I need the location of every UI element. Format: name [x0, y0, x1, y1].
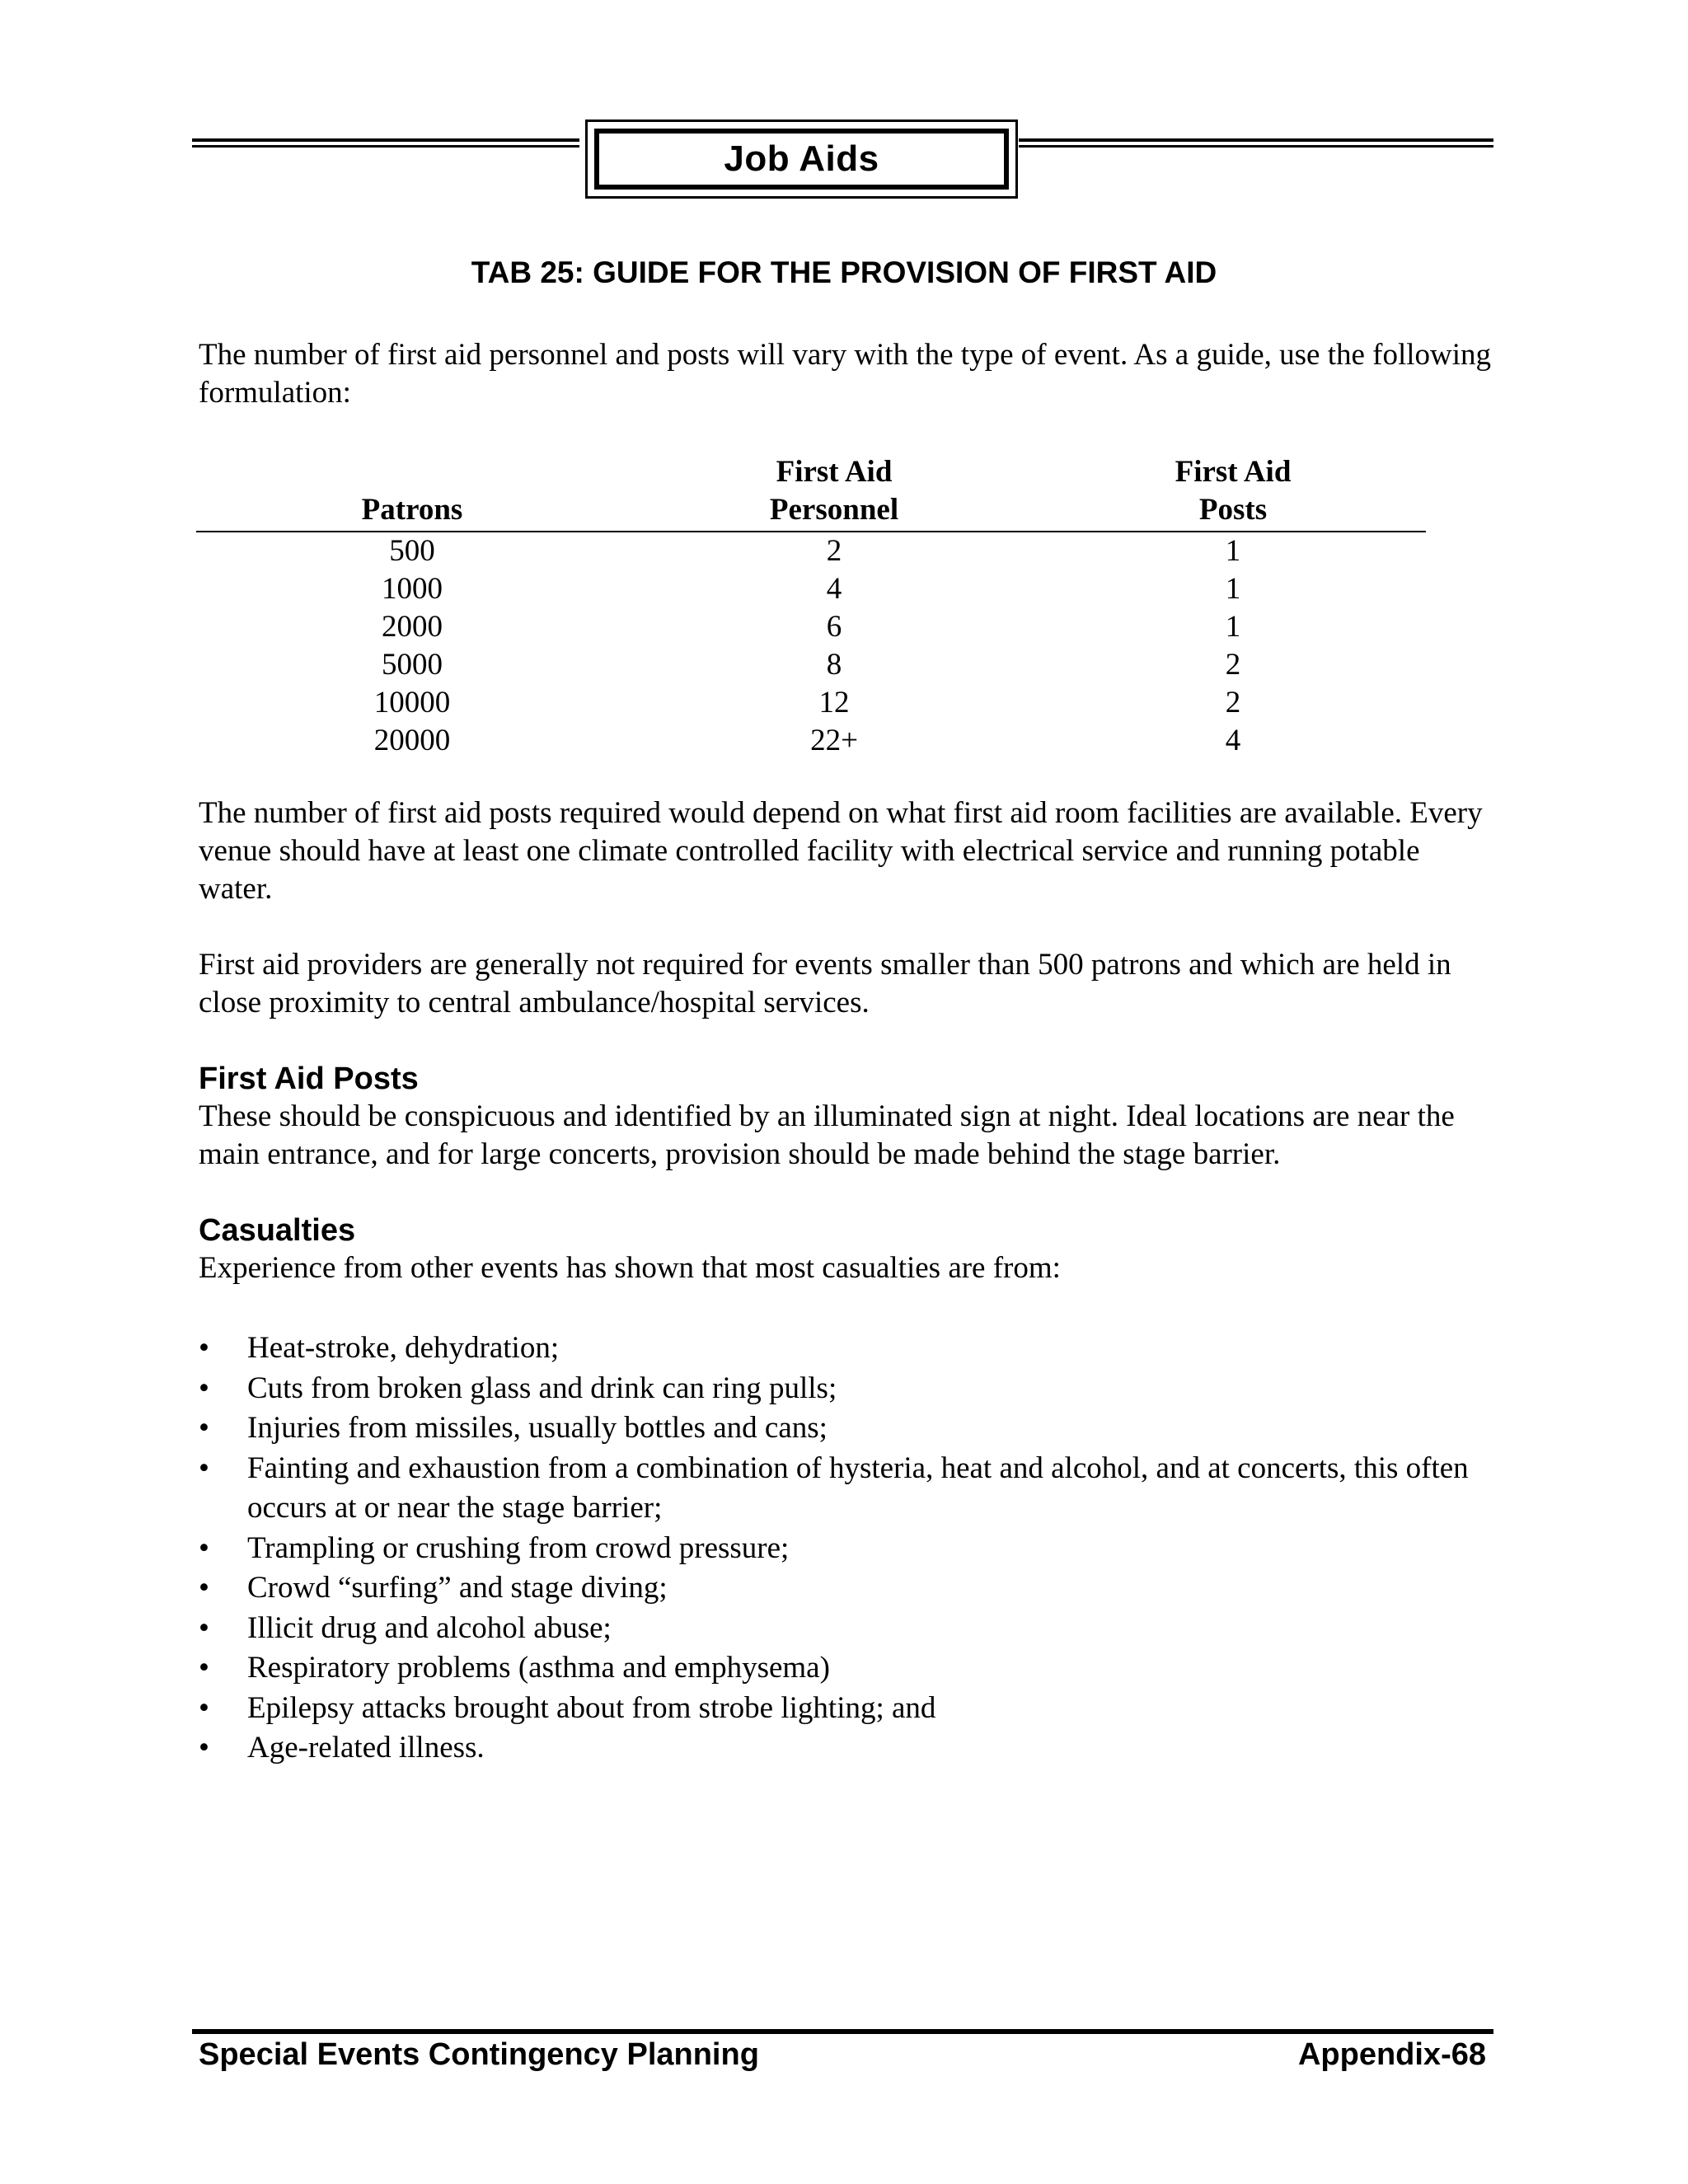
providers-paragraph: First aid providers are generally not required for events smaller than 500 patrons and which are held in close proximity to central ambulance/hospital services.	[199, 948, 1451, 1019]
cell-patrons: 5000	[382, 648, 443, 682]
bullet-icon: •	[199, 1530, 209, 1565]
list-item-text: Crowd “surfing” and stage diving;	[247, 1571, 668, 1605]
header-patrons: Patrons	[361, 493, 463, 527]
list-item-text: Respiratory problems (asthma and emphysema)	[247, 1651, 830, 1685]
cell-posts: 1	[1225, 610, 1241, 644]
table-row	[196, 532, 1426, 570]
list-item-text: Epilepsy attacks brought about from strobe lighting; and	[247, 1690, 936, 1725]
bullet-icon: •	[199, 1571, 209, 1605]
header-box-inner	[594, 129, 1009, 190]
cell-posts: 2	[1225, 648, 1241, 682]
tab-title: TAB 25: GUIDE FOR THE PROVISION OF FIRST AID	[471, 255, 1217, 289]
first-aid-posts-heading: First Aid Posts	[199, 1062, 419, 1096]
footer-rule	[192, 2029, 1493, 2034]
bullet-icon: •	[199, 1331, 209, 1365]
list-item-text: Fainting and exhaustion from a combination of hysteria, heat and alcohol, and at concerts, this often occurs at or near the stage barrier;	[247, 1451, 1469, 1525]
list-item	[199, 1689, 1501, 1729]
bullet-icon: •	[199, 1411, 209, 1445]
list-item	[199, 1529, 1501, 1569]
cell-personnel: 4	[826, 572, 842, 606]
header-rule-right	[1019, 138, 1493, 148]
table-body	[196, 532, 1426, 760]
cell-patrons: 20000	[373, 724, 451, 757]
cell-patrons: 1000	[382, 572, 443, 606]
table-row	[196, 646, 1426, 684]
list-item	[199, 1728, 1501, 1769]
list-item	[199, 1369, 1501, 1409]
cell-patrons: 10000	[373, 686, 451, 719]
table-row	[196, 570, 1426, 608]
header-personnel	[628, 453, 1040, 529]
list-item	[199, 1408, 1501, 1449]
header-personnel-line2: Personnel	[769, 493, 899, 527]
list-item	[199, 1609, 1501, 1649]
list-item-text: Injuries from missiles, usually bottles and cans;	[247, 1411, 828, 1445]
list-item	[199, 1648, 1501, 1689]
footer-document-title: Special Events Contingency Planning	[199, 2037, 759, 2072]
list-item-text: Illicit drug and alcohol abuse;	[247, 1610, 612, 1645]
bullet-icon: •	[199, 1651, 209, 1685]
header-personnel-line1: First Aid	[776, 455, 893, 489]
casualties-intro: Experience from other events has shown that most casualties are from:	[199, 1251, 1061, 1285]
table-header	[196, 453, 1426, 532]
first-aid-posts-text: These should be conspicuous and identified by an illuminated sign at night. Ideal locations are near the main entrance, and for large concerts, provision should be made behind the stage barrier.	[199, 1099, 1455, 1171]
bullet-icon: •	[199, 1371, 209, 1405]
list-item	[199, 1568, 1501, 1609]
cell-posts: 4	[1225, 724, 1241, 757]
list-item-text: Trampling or crushing from crowd pressure;	[247, 1530, 790, 1565]
header-posts	[1040, 453, 1426, 529]
cell-posts: 1	[1225, 572, 1241, 606]
bullet-icon: •	[199, 1731, 209, 1765]
cell-personnel: 22+	[810, 724, 858, 757]
header-rule-left	[192, 138, 579, 148]
list-item-text: Heat-stroke, dehydration;	[247, 1331, 560, 1365]
casualties-list	[199, 1329, 1501, 1769]
table-row	[196, 684, 1426, 722]
table-row	[196, 722, 1426, 760]
list-item	[199, 1329, 1501, 1369]
cell-posts: 2	[1225, 686, 1241, 719]
list-item	[199, 1449, 1501, 1529]
header-title: Job Aids	[724, 138, 879, 179]
cell-personnel: 12	[818, 686, 850, 719]
posts-required-paragraph: The number of first aid posts required would depend on what first aid room facilities are available. Every venue should have at least one climate controlled facility with electrical service and running potable water.	[199, 796, 1483, 906]
footer-page-number: Appendix-68	[1297, 2037, 1486, 2072]
header-posts-line1: First Aid	[1175, 455, 1292, 489]
cell-patrons: 2000	[382, 610, 443, 644]
bullet-icon: •	[199, 1610, 209, 1645]
header-posts-line2: Posts	[1198, 493, 1268, 527]
casualties-heading: Casualties	[199, 1213, 356, 1248]
list-item-text: Cuts from broken glass and drink can ring pulls;	[247, 1371, 837, 1405]
cell-patrons: 500	[389, 534, 435, 568]
cell-personnel: 8	[826, 648, 842, 682]
table-row	[196, 608, 1426, 646]
cell-personnel: 2	[826, 534, 842, 568]
cell-posts: 1	[1225, 534, 1241, 568]
header-box	[585, 120, 1018, 199]
bullet-icon: •	[199, 1451, 209, 1485]
cell-personnel: 6	[826, 610, 842, 644]
first-aid-table	[196, 453, 1426, 760]
bullet-icon: •	[199, 1690, 209, 1725]
intro-paragraph: The number of first aid personnel and posts will vary with the type of event. As a guide, use the following formulation:	[199, 338, 1492, 410]
list-item-text: Age-related illness.	[247, 1731, 485, 1765]
